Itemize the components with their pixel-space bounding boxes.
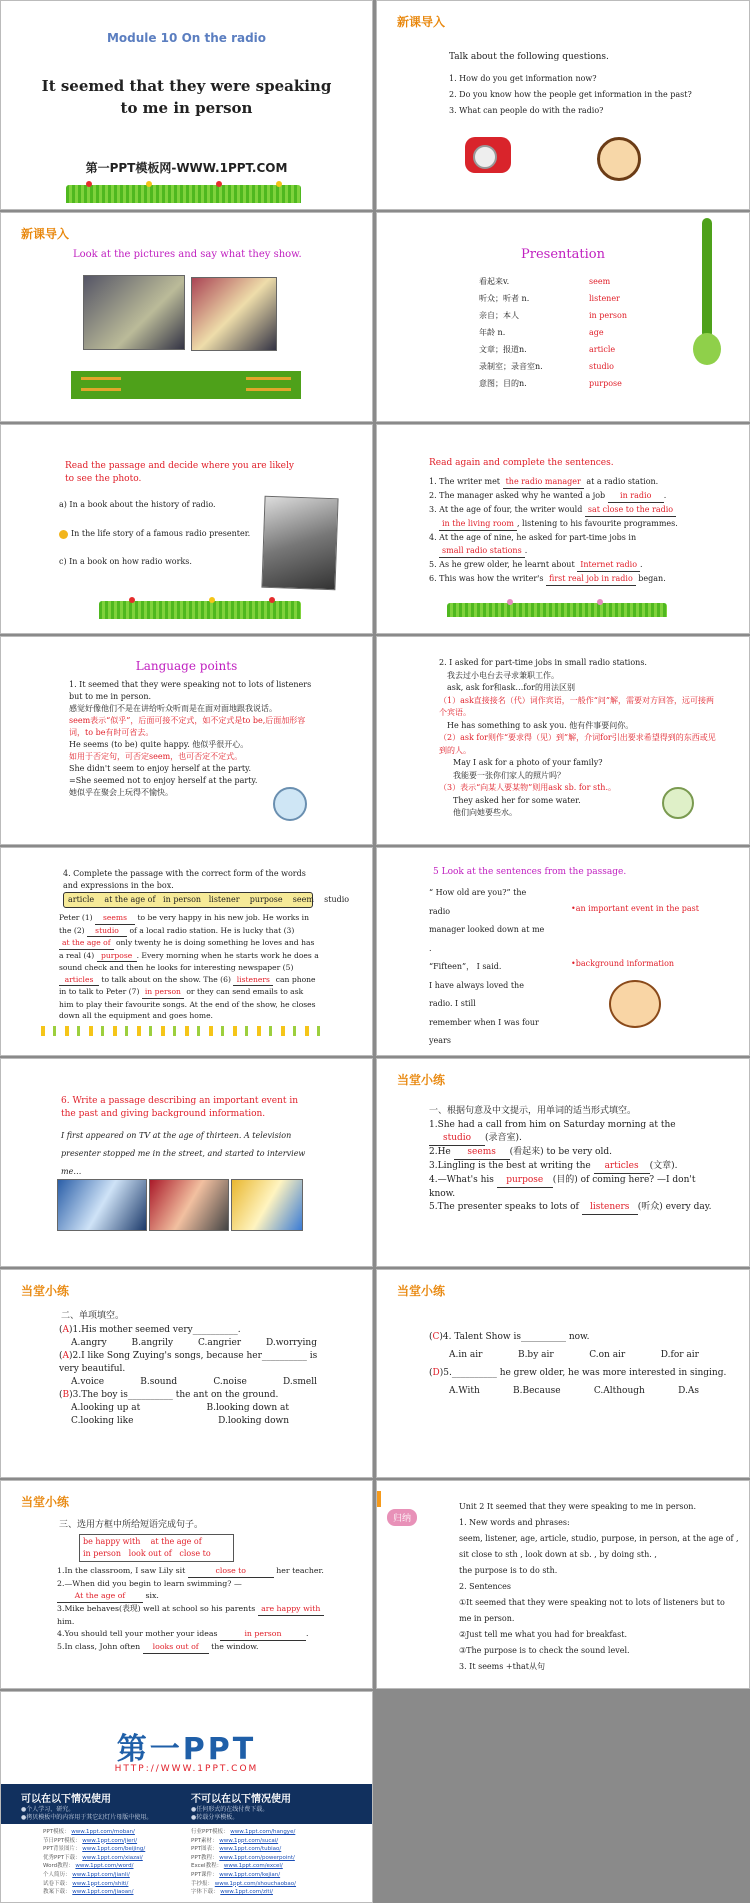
answer-blank: purpose — [97, 950, 137, 963]
choice-options: A.in air B.by air C.on air D.for air — [449, 1350, 699, 1360]
choice-list — [59, 1324, 329, 1428]
answer-blank: in the living room — [439, 517, 517, 531]
answer-blank: in radio — [608, 489, 664, 503]
slide-tag: 当堂小练 — [397, 1284, 446, 1298]
download-link[interactable]: www.1ppt.com/xiazai/ — [82, 1854, 143, 1861]
answer-blank: in person — [142, 986, 184, 999]
instruction-text: Read again and complete the sentences. — [429, 458, 614, 468]
exercise-intro: 三、选用方框中所给短语完成句子。 — [59, 1520, 204, 1530]
answer-blank: are happy with — [258, 1603, 324, 1616]
exercise-item: 1.She had a call from him on Saturday morning at the studio (录音室). — [429, 1119, 719, 1146]
choice-options: A.looking up at B.looking down at — [71, 1403, 289, 1413]
sentence-line: small radio stations . — [429, 544, 729, 558]
phrase: close to — [179, 1549, 211, 1558]
slide-reading-2 — [376, 424, 750, 634]
slide-warmup — [376, 0, 750, 210]
presenter-photo — [149, 1179, 229, 1231]
template-link[interactable]: www.1ppt.com/moban/ — [71, 1829, 135, 1835]
phrase: look out of — [128, 1549, 172, 1558]
slide-presentation — [376, 212, 750, 422]
answer-blank: studio — [429, 1132, 485, 1146]
choice-options: A.angry B.angrily C.angrier D.worrying — [71, 1338, 317, 1348]
cannot-use-title: 不可以在以下情况使用 — [191, 1794, 291, 1805]
choice-list — [429, 1328, 729, 1400]
exercise-item: 3.Lingling is the best at writing the articles (文章). — [429, 1160, 719, 1174]
note-event: •an important event in the past — [571, 904, 699, 913]
flower-border-decoration — [41, 1026, 321, 1036]
slide-tag: 新课导入 — [21, 227, 70, 241]
instruction-text: 4. Complete the passage with the correct form of the words and expressions in the box. — [63, 869, 306, 890]
site-label: 第一PPT模板网-WWW.1PPT.COM — [85, 161, 288, 175]
vocab-en: seem — [589, 277, 611, 286]
background-link[interactable]: www.1ppt.com/beijing/ — [82, 1846, 146, 1853]
summary-line: 2. Sentences — [459, 1582, 511, 1591]
sentence-list — [429, 475, 729, 586]
choice-options: C.looking like D.looking down — [71, 1416, 289, 1426]
point-line: 1. It seemed that they were speaking not to lots of listeners but to me in person. — [69, 680, 312, 701]
grass-decoration — [66, 185, 301, 203]
vocab-en: studio — [589, 362, 614, 371]
link-row: 行业PPT模板： www.1ppt.com/hangye/ — [191, 1829, 296, 1835]
summary-line: Unit 2 It seemed that they were speaking to me in person. — [459, 1502, 697, 1511]
reading-child-icon — [609, 980, 661, 1028]
link-row: PPT图表： www.1ppt.com/tubiao/ — [191, 1846, 282, 1853]
vocab-cn: 年龄 n. — [479, 328, 506, 337]
handbill-link[interactable]: www.1ppt.com/shouchaobao/ — [214, 1880, 297, 1887]
answer-blank: looks out of — [143, 1641, 209, 1654]
mouse-cartoon-icon — [273, 787, 307, 821]
slide-reading-1 — [0, 424, 373, 634]
summary-line: 3. It seems +that从句 — [459, 1662, 545, 1671]
excel-link[interactable]: www.1ppt.com/excel/ — [223, 1863, 283, 1870]
question-list — [449, 71, 692, 119]
choice-options: A.With B.Because C.Although D.As — [449, 1386, 699, 1396]
link-row: PPT背景图片： www.1ppt.com/beijing/ — [43, 1846, 146, 1853]
point-line: =She seemed not to enjoy herself at the party. — [69, 776, 258, 785]
link-row: PPT素材： www.1ppt.com/sucai/ — [191, 1837, 279, 1844]
exercise-intro: 一、根据句意及中文提示，用单词的适当形式填空。 — [429, 1106, 637, 1116]
slide-title — [0, 0, 373, 210]
answer-blank: seems — [454, 1146, 510, 1160]
link-row: 优秀PPT下载： www.1ppt.com/xiazai/ — [43, 1854, 143, 1861]
slide-exercise-2 — [0, 1269, 373, 1478]
resume-link[interactable]: www.1ppt.com/jianli/ — [72, 1871, 130, 1878]
material-link[interactable]: www.1ppt.com/sucai/ — [219, 1837, 279, 1844]
point-line: （2）ask for则作“要求得（见）到”解，介词for引出要求希望得到的东西或见到的人。 — [439, 733, 716, 755]
sentence-line: “Fifteen”， I said. — [429, 962, 502, 971]
vocab-row — [479, 307, 659, 324]
link-row: Excel教程： www.1ppt.com/excel/ — [191, 1863, 283, 1870]
point-line: They asked her for some water. — [453, 795, 581, 805]
exercise-list — [429, 1119, 719, 1215]
sentence-line — [429, 1051, 549, 1057]
summary-line: ②Just tell me what you had for breakfast. — [459, 1630, 628, 1639]
vocab-row — [479, 290, 659, 307]
can-use-text-2: ●拷贝模板中的内容用于其它幻灯片母版中使用。 — [21, 1814, 153, 1821]
mouse-cartoon-icon — [662, 787, 694, 819]
summary-line: the purpose is to do sth. — [459, 1566, 558, 1575]
answer-blank: purpose — [497, 1174, 553, 1188]
point-line: 他们向她要些水。 — [453, 808, 517, 817]
exercise-item: 4.You should tell your mother your ideas in person . — [57, 1628, 327, 1641]
point-line: 感觉好像他们不是在讲给听众听而是在面对面地跟我说话。 — [69, 704, 277, 713]
slide-pictures — [0, 212, 373, 422]
exercise-item: 4.—What's his purpose (目的) of coming here? —I don't know. — [429, 1175, 696, 1199]
vocab-row — [479, 375, 659, 392]
link-row: 个人简历： www.1ppt.com/jianli/ — [43, 1871, 130, 1878]
slide-language-points-1 — [0, 636, 373, 845]
grass-decoration — [447, 603, 667, 617]
fence-grass-decoration — [71, 371, 301, 399]
vine-decoration — [702, 218, 712, 338]
point-line: May I ask for a photo of your family? — [453, 758, 603, 767]
choice-question: (C)4. Talent Show is__________ now. — [429, 1332, 590, 1342]
slide-exercise-1 — [376, 1058, 750, 1267]
tutorial-link[interactable]: www.1ppt.com/powerpoint/ — [219, 1854, 295, 1861]
link-row: 教案下载： www.1ppt.com/jiaoan/ — [43, 1889, 134, 1896]
presentation-title: Presentation — [521, 247, 605, 262]
answer-blank: seems — [95, 912, 135, 925]
instruction-text: 6. Write a passage describing an important event in the past and giving background information. — [61, 1096, 299, 1119]
accent-bar — [377, 1491, 381, 1507]
summary-line: 1. New words and phrases: — [459, 1518, 570, 1527]
choice-question: (A)1.His mother seemed very__________. — [59, 1325, 241, 1335]
vocab-cn: 亲自；本人 — [479, 311, 519, 320]
sentence-line: “ How old are you?” the radio — [429, 888, 527, 916]
point-line: （3）表示“向某人要某物”则用ask sb. for sth.。 — [439, 783, 617, 792]
summary-badge: 归纳 — [387, 1509, 417, 1526]
exam-link[interactable]: www.1ppt.com/shiti/ — [72, 1880, 129, 1887]
vocab-cn: 录制室；录音室n. — [479, 362, 543, 371]
point-line: （1）ask直接接名（代）词作宾语，一般作“问”解，需要对方回答，远可接两个宾语。 — [439, 695, 714, 717]
sentence-line: in the living room , listening to his favourite programmes. — [429, 517, 729, 531]
vocab-en: listener — [589, 294, 620, 303]
slide-exercise-3 — [376, 1269, 750, 1478]
language-point-text — [69, 679, 314, 799]
instruction-text: Read the passage and decide where you are likely to see the photo. — [65, 461, 294, 484]
link-row: PPT模板： www.1ppt.com/moban/ — [43, 1829, 135, 1835]
note-background: •background information — [571, 959, 675, 968]
news-photo — [57, 1179, 147, 1231]
question-item: 1. How do you get information now? — [449, 74, 597, 83]
link-row: PPT课件： www.1ppt.com/kejian/ — [191, 1871, 281, 1878]
vocab-en: in person — [589, 311, 628, 320]
point-line: seem表示“似乎”，后面可接不定式，如不定式是to be,后面加形容词，to be有时可省去。 — [69, 716, 306, 737]
answer-blank: At the age of — [57, 1590, 143, 1603]
vocab-en: purpose — [589, 379, 622, 388]
link-row: 字体下载： www.1ppt.com/ziti/ — [191, 1889, 273, 1896]
answer-blank: studio — [87, 925, 127, 938]
exercise-item: 5.In class, John often looks out of the window. — [57, 1641, 327, 1654]
question-item: 2. Do you know how the people get information in the past? — [449, 90, 692, 99]
answer-blank: listeners — [233, 974, 273, 987]
vocab-cn: 意图；目的n. — [479, 379, 527, 388]
slide-sentences — [376, 847, 750, 1056]
answer-blank: small radio stations — [439, 544, 525, 558]
chart-link[interactable]: www.1ppt.com/tubiao/ — [219, 1846, 282, 1853]
lesson-plan-link[interactable]: www.1ppt.com/jiaoan/ — [72, 1889, 134, 1896]
font-link[interactable]: www.1ppt.com/ziti/ — [220, 1889, 273, 1896]
presenters-photo — [191, 277, 277, 351]
old-radio-photo — [261, 496, 338, 591]
summary-text — [459, 1499, 739, 1675]
cartoon-news-photo — [231, 1179, 303, 1231]
festival-link[interactable]: www.1ppt.com/jieri/ — [82, 1837, 138, 1844]
slide-copyright — [0, 1691, 373, 1903]
sentence-line: 1. The writer met the radio manager at a radio station. — [429, 475, 729, 489]
answer-blank: listeners — [582, 1201, 638, 1215]
sentence-line: 5. As he grew older, he learnt about Internet radio . — [429, 558, 729, 572]
exercise-item: 2.—When did you begin to learn swimming? — At the age of six. — [57, 1578, 327, 1603]
vocab-en: article — [589, 345, 616, 354]
slide-tag: 当堂小练 — [21, 1495, 70, 1509]
sentence-line: 2. The manager asked why he wanted a job in radio . — [429, 489, 729, 503]
cannot-use-text-2: ●转载分享模板。 — [191, 1814, 239, 1821]
phrase: in person — [83, 1549, 122, 1558]
answer-blank: articles — [594, 1160, 650, 1174]
cannot-use-text: ●任何形式的在线付费下载。 — [191, 1806, 269, 1813]
vocab-cn: 文章；报道n. — [479, 345, 527, 354]
slide-tag: 当堂小练 — [397, 1073, 446, 1087]
slide-tag: 当堂小练 — [21, 1284, 70, 1298]
sentence-line: 4. At the age of nine, he asked for part-time jobs in — [429, 533, 637, 542]
choice-options: A.voice B.sound C.noise D.smell — [71, 1377, 317, 1387]
link-row: 试卷下载： www.1ppt.com/shiti/ — [43, 1880, 129, 1887]
grass-decoration — [99, 601, 301, 619]
slide-writing — [0, 1058, 373, 1267]
point-line: He has something to ask you. 他有件事要问你。 — [447, 720, 634, 730]
point-line: 我能要一张你们家人的照片吗？ — [453, 770, 565, 780]
vocab-cn: 听众；听者 n. — [479, 294, 530, 303]
slide-summary — [376, 1480, 750, 1689]
vocab-en: age — [589, 328, 604, 337]
choice-question: (B)3.The boy is__________ the ant on the ground. — [59, 1390, 279, 1400]
vocab-row — [479, 324, 659, 341]
vocab-list — [479, 273, 659, 392]
phrase-box — [79, 1534, 234, 1562]
point-line: 她似乎在聚会上玩得不愉快。 — [69, 788, 173, 797]
answer-blank: sat close to the radio — [585, 503, 676, 517]
answer-blank: the radio manager — [503, 475, 584, 489]
slide-complete-passage — [0, 847, 373, 1056]
summary-line: ③The purpose is to check the sound level. — [459, 1646, 630, 1655]
exercise-item: 5.The presenter speaks to lots of listeners (听众) every day. — [429, 1201, 719, 1215]
links-left — [43, 1828, 145, 1897]
lesson-title: It seemed that they were speaking to me in person — [41, 77, 332, 117]
smiley-icon — [59, 530, 68, 539]
answer-blank: close to — [188, 1565, 274, 1578]
links-right — [191, 1828, 296, 1897]
option-c: c) In a book on how radio works. — [59, 557, 192, 566]
instruction-text: Look at the pictures and say what they show. — [73, 249, 302, 260]
slide-language-points-2 — [376, 636, 750, 845]
empty-area — [376, 1691, 750, 1903]
point-line: 如用于否定句，可否定seem，也可否定不定式。 — [69, 752, 243, 761]
point-line: He seems (to be) quite happy. 他似乎很开心。 — [69, 740, 249, 749]
industry-link[interactable]: www.1ppt.com/hangye/ — [230, 1829, 296, 1835]
can-use-text: ●个人学习、研究。 — [21, 1806, 75, 1813]
word-box: article at the age of in person listener purpose seem studio — [63, 892, 313, 908]
point-line: ask, ask for和ask…for的用法区别 — [447, 683, 575, 692]
passage-text: Peter (1) seems to be very happy in his new job. He works in the (2) studio of a local radio station. He is lucky that (3) at the age of only twenty he is doing something he loves and has a real (4) purpose . Every morning when he starts work he does a sound check and then he looks for interesting newspaper (5) articles to talk about on the show. The (6) listeners can phone in to talk to Peter (7) in person or they can send emails to ask him to play their favourite songs. At the end of the show, he closes down all the equipment and goes home. — [59, 913, 319, 1020]
point-line: She didn't seem to enjoy herself at the party. — [69, 764, 252, 773]
choice-question: (A)2.I like Song Zuying's songs, because her__________ is very beautiful. — [59, 1351, 318, 1374]
sentence-line: manager looked down at me . — [429, 925, 545, 953]
courseware-link[interactable]: www.1ppt.com/kejian/ — [219, 1871, 281, 1878]
option-a: a) In a book about the history of radio. — [59, 500, 216, 509]
point-line: 我去过小电台去寻求兼职工作。 — [447, 670, 559, 680]
option-b — [59, 528, 250, 540]
grapes-icon — [693, 333, 721, 365]
exercise-intro: 二、单项填空。 — [61, 1311, 125, 1321]
slide-exercise-4 — [0, 1480, 373, 1689]
answer-blank: articles — [59, 974, 99, 987]
footer-panel — [1, 1784, 372, 1902]
exercise-item: 2.He seems (看起来) to be very old. — [429, 1146, 719, 1160]
sentence-line: 6. This was how the writer's first real job in radio began. — [429, 572, 729, 586]
sentence-line: I have always loved the radio. I still — [429, 980, 524, 1008]
answer-blank: in person — [220, 1628, 306, 1641]
exercise-item: 3.Mike behaves(表现) well at school so his parents are happy with him. — [57, 1603, 327, 1628]
link-row: Word教程： www.1ppt.com/word/ — [43, 1863, 134, 1870]
answer-blank: first real job in radio — [546, 572, 636, 586]
question-item: 3. What can people do with the radio? — [449, 106, 604, 115]
point-line: 2. I asked for part-time jobs in small radio stations. — [439, 658, 647, 667]
intro-text: Talk about the following questions. — [449, 52, 609, 62]
module-label: Module 10 On the radio — [106, 31, 267, 45]
sentence-text — [429, 884, 549, 1056]
links-panel — [1, 1824, 372, 1902]
sentence-line: remember when I was four years — [429, 1017, 539, 1045]
answer-blank: at the age of — [59, 937, 114, 950]
link-row: 节日PPT模板： www.1ppt.com/jieri/ — [43, 1837, 138, 1844]
answer-blank: Internet radio — [577, 558, 640, 572]
option-b-text: In the life story of a famous radio presenter. — [71, 529, 251, 538]
link-row: 手抄报： www.1ppt.com/shouchaobao/ — [191, 1880, 297, 1887]
section-title: Language points — [135, 659, 238, 673]
vocab-cn: 看起来v. — [479, 277, 510, 286]
choice-question: (D)5.__________ he grew older, he was more interested in singing. — [429, 1368, 727, 1378]
vocab-row — [479, 273, 659, 290]
girl-cartoon-icon — [597, 137, 641, 181]
brand-url: HTTP://WWW.1PPT.COM — [114, 1764, 259, 1774]
radio-icon — [465, 137, 511, 173]
radio-studio-photo — [83, 275, 185, 350]
phrase: be happy with — [83, 1537, 141, 1546]
exercise-item: 1.In the classroom, I saw Lily sit close to her teacher. — [57, 1565, 327, 1578]
summary-line: seem, listener, age, article, studio, purpose, in person, at the age of , sit close to sth , look down at sb. , by doing sth. , — [459, 1534, 739, 1559]
example-text: I first appeared on TV at the age of thirteen. A television presenter stopped me in the street, and started to interview me… — [61, 1131, 306, 1176]
slide-tag: 新课导入 — [397, 15, 446, 29]
summary-line: ①It seemed that they were speaking not to lots of listeners but to me in person. — [459, 1598, 725, 1623]
word-link[interactable]: www.1ppt.com/word/ — [75, 1863, 134, 1870]
vocab-row — [479, 341, 659, 358]
phrase: at the age of — [150, 1537, 202, 1546]
can-use-title: 可以在以下情况使用 — [21, 1794, 111, 1805]
section-title: 5 Look at the sentences from the passage. — [433, 867, 627, 877]
sentence-line: 3. At the age of four, the writer would sat close to the radio — [429, 503, 729, 517]
brand-logo: 第一PPT — [116, 1732, 257, 1767]
exercise-list — [57, 1565, 327, 1654]
vocab-row — [479, 358, 659, 375]
link-row: PPT教程： www.1ppt.com/powerpoint/ — [191, 1854, 295, 1861]
